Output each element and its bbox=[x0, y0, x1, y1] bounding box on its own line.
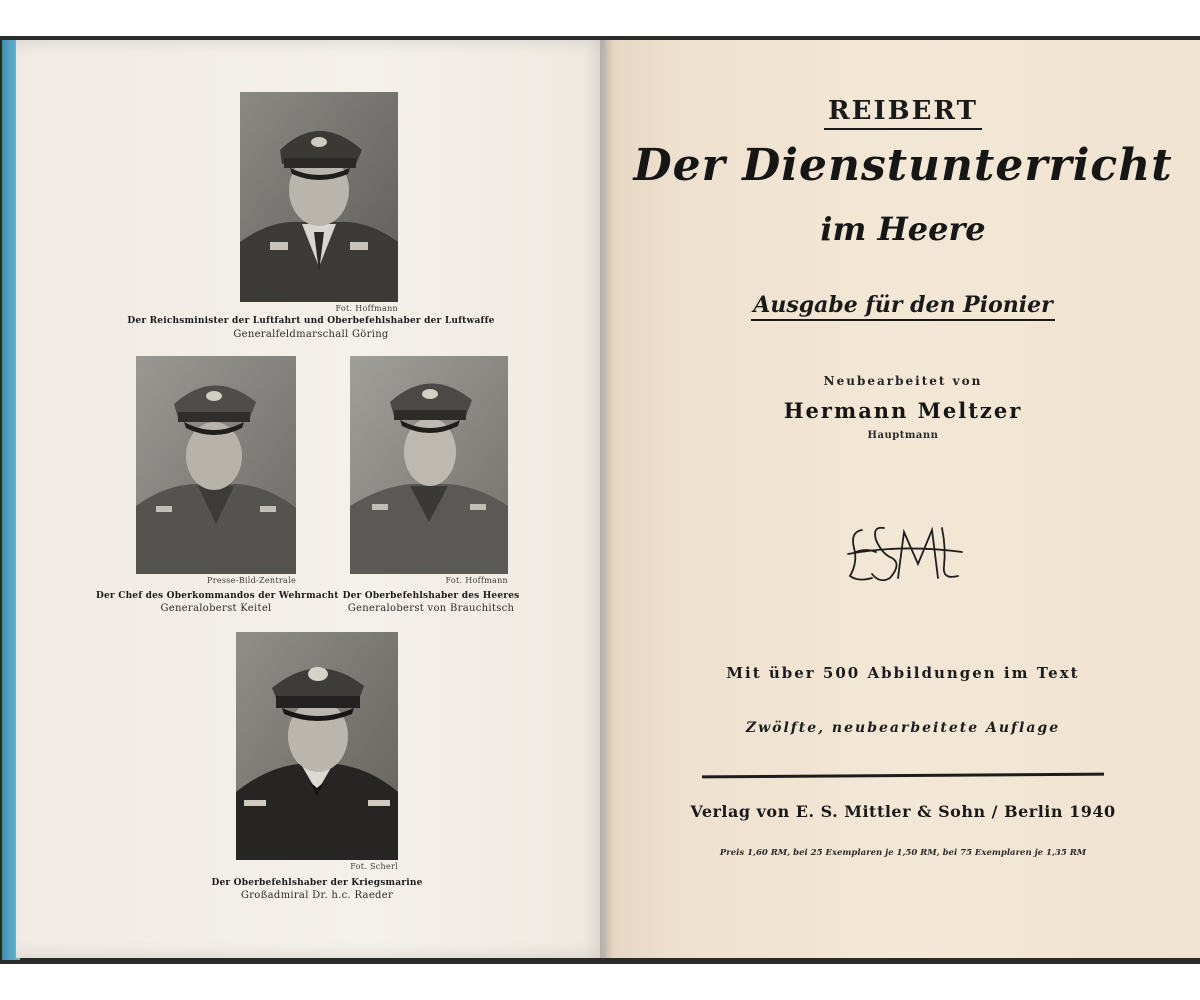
edition-label bbox=[606, 292, 1200, 321]
publisher-line: Verlag von E. S. Mittler & Sohn / Berlin 1940 bbox=[690, 802, 1116, 821]
book-title-line-1: Der Dienstunterricht bbox=[633, 140, 1173, 191]
illustrations-note: Mit über 500 Abbildungen im Text bbox=[726, 664, 1080, 682]
portrait-2-image bbox=[136, 356, 296, 574]
portrait-photo-1 bbox=[240, 92, 398, 302]
photo-caption-3: Der Oberbefehlshaber des Heeres bbox=[342, 591, 520, 601]
photo-caption-2: Der Chef des Oberkommandos der Wehrmacht bbox=[96, 591, 339, 601]
revised-by-label: Neubearbeitet von bbox=[823, 374, 983, 388]
photo-name-4: Großadmiral Dr. h.c. Raeder bbox=[240, 890, 394, 901]
book-title-line-2: im Heere bbox=[820, 210, 986, 248]
edition-text: Ausgabe für den Pionier bbox=[751, 292, 1054, 321]
photo-credit-2: Presse-Bild-Zentrale bbox=[207, 576, 296, 585]
photo-caption-4: Der Oberbefehlshaber der Kriegsmarine bbox=[211, 878, 423, 888]
photo-name-2: Generaloberst Keitel bbox=[160, 603, 272, 614]
photo-credit-3: Fot. Hoffmann bbox=[445, 576, 508, 585]
photo-credit-4: Fot. Scherl bbox=[350, 862, 398, 871]
photo-name-3: Generaloberst von Brauchitsch bbox=[347, 603, 515, 614]
left-page bbox=[16, 40, 606, 958]
price-line: Preis 1,60 RM, bei 25 Exemplaren je 1,50 RM, bei 75 Exemplaren je 1,35 RM bbox=[719, 848, 1087, 858]
divider-rule bbox=[702, 773, 1104, 779]
publisher-monogram-icon bbox=[842, 518, 966, 588]
edition-number: Zwölfte, neubearbeitete Auflage bbox=[745, 720, 1061, 736]
photo-credit-1: Fot. Hoffmann bbox=[335, 304, 398, 313]
portrait-photo-2 bbox=[136, 356, 296, 574]
photo-name-1: Generalfeldmarschall Göring bbox=[233, 329, 389, 340]
portrait-4-image bbox=[236, 632, 398, 860]
portrait-photo-4 bbox=[236, 632, 398, 860]
author-text: REIBERT bbox=[824, 96, 982, 130]
author-name bbox=[606, 96, 1200, 130]
reviser-name: Hermann Meltzer bbox=[783, 398, 1023, 423]
reviser-rank: Hauptmann bbox=[867, 430, 939, 441]
right-page bbox=[606, 40, 1200, 958]
page-gutter bbox=[600, 40, 614, 958]
portrait-photo-3 bbox=[350, 356, 508, 574]
photo-caption-1: Der Reichsminister der Luftfahrt und Oberbefehlshaber der Luftwaffe bbox=[127, 316, 495, 326]
portrait-1-image bbox=[240, 92, 398, 302]
portrait-3-image bbox=[350, 356, 508, 574]
